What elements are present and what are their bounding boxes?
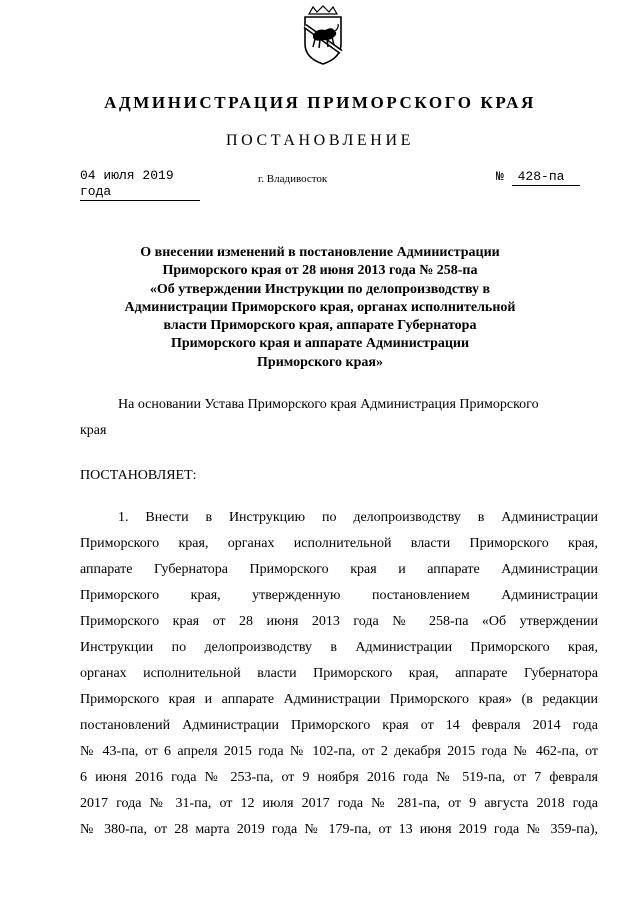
document-number-value: 428-па <box>512 169 580 186</box>
document-city: г. Владивосток <box>258 173 328 185</box>
title-line: «Об утверждении Инструкции по делопроизводству в <box>149 281 491 297</box>
document-type: ПОСТАНОВЛЕНИЕ <box>226 132 414 149</box>
paragraph-line: Инструкции по делопроизводству в Администрации Приморского края, <box>80 640 598 655</box>
paragraph-1 <box>80 505 598 843</box>
paragraph-line: 6 июня 2016 года № 253-па, от 9 ноября 2016 года № 519-па, от 7 февраля <box>80 770 598 785</box>
paragraph-line: аппарате Губернатора Приморского края и аппарате Администрации <box>80 562 598 577</box>
paragraph-line: 1. Внести в Инструкцию по делопроизводству в Администрации <box>118 510 598 525</box>
paragraph-line: Приморского края, органах исполнительной власти Приморского края, <box>80 536 598 551</box>
title-line: О внесении изменений в постановление Администрации <box>140 245 500 260</box>
title-line: власти Приморского края, аппарате Губернатора <box>163 318 477 334</box>
paragraph-line: Приморского края от 28 июня 2013 года № 258-па «Об утверждении <box>80 614 598 629</box>
title-line: Приморского края» <box>257 354 383 370</box>
basis-text-line: На основании Устава Приморского края Администрация Приморского <box>118 397 539 412</box>
paragraph-line: № 380-па, от 28 марта 2019 года № 179-па, от 13 июня 2019 года № 359-па), <box>80 822 598 837</box>
coat-of-arms-icon <box>300 4 346 66</box>
decrees-heading: ПОСТАНОВЛЯЕТ: <box>80 468 197 483</box>
number-sign: № <box>496 169 504 184</box>
title-line: Приморского края от 28 июня 2013 года № 258-па <box>162 263 478 279</box>
document-date <box>80 168 200 201</box>
paragraph-line: органах исполнительной власти Приморского края, аппарате Губернатора <box>80 666 598 681</box>
title-line: Приморского края и аппарате Администрации <box>170 336 470 352</box>
organization-name: АДМИНИСТРАЦИЯ ПРИМОРСКОГО КРАЯ <box>104 93 536 112</box>
basis-text-line: края <box>80 423 107 438</box>
document-number <box>496 169 580 186</box>
title-line: Администрации Приморского края, органах исполнительной <box>124 299 516 315</box>
paragraph-line: Приморского края, утвержденную постановлением Администрации <box>80 588 598 603</box>
paragraph-line: 2017 года № 31-па, от 12 июля 2017 года № 281-па, от 9 августа 2018 года <box>80 796 598 811</box>
document-date-value: 04 июля 2019 года <box>80 168 200 201</box>
paragraph-line: Приморского края и аппарате Администрации Приморского края» (в редакции <box>80 692 598 707</box>
paragraph-line: № 43-па, от 6 апреля 2015 года № 102-па, от 2 декабря 2015 года № 462-па, от <box>80 744 598 759</box>
document-title <box>90 244 550 372</box>
paragraph-line: постановлений Администрации Приморского края от 14 февраля 2014 года <box>80 718 598 733</box>
